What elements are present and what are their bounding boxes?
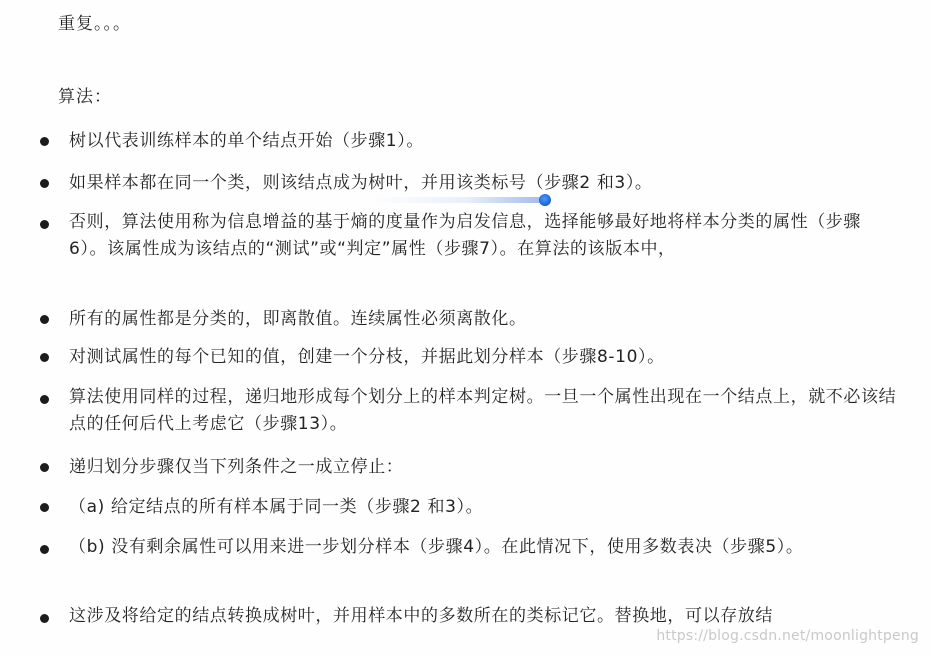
list-item-text: 否则，算法使用称为信息增益的基于熵的度量作为启发信息，选择能够最好地将样本分类的属性（步骤6）。该属性成为该结点的“测试”或“判定”属性（步骤7）。在算法的该版本中， [69, 212, 861, 259]
bullet-icon [40, 137, 49, 146]
bullet-icon [40, 220, 49, 229]
bullet-icon [40, 179, 49, 188]
list-item-text: （b) 没有剩余属性可以用来进一步划分样本（步骤4）。在此情况下，使用多数表决（步骤5）。 [69, 537, 804, 557]
list-item-text: 算法使用同样的过程，递归地形成每个划分上的样本判定树。一旦一个属性出现在一个结点上，就不必该结点的任何后代上考虑它（步骤13）。 [69, 387, 897, 434]
bullet-icon [40, 353, 49, 362]
algorithm-heading: 算法： [58, 87, 112, 107]
bullet-icon [40, 614, 49, 623]
watermark-url: https://blog.csdn.net/moonlightpeng [656, 628, 919, 644]
bullet-icon [40, 503, 49, 512]
list-item-text: 所有的属性都是分类的，即离散值。连续属性必须离散化。 [69, 309, 527, 329]
list-item-text: 递归划分步骤仅当下列条件之一成立停止： [69, 457, 404, 477]
bullet-icon [40, 315, 49, 324]
bullet-icon [40, 395, 49, 404]
bullet-icon [40, 545, 49, 554]
cursor-pointer-icon [539, 194, 551, 206]
list-item-text: 对测试属性的每个已知的值，创建一个分枝，并据此划分样本（步骤8-10）。 [69, 347, 665, 367]
list-item-text: 这涉及将给定的结点转换成树叶，并用样本中的多数所在的类标记它。替换地，可以存放结 [69, 606, 773, 626]
bullet-icon [40, 463, 49, 472]
list-item-text: （a) 给定结点的所有样本属于同一类（步骤2 和3）。 [69, 497, 484, 517]
repeat-heading: 重复。。。 [58, 14, 131, 34]
cursor-trail [372, 197, 544, 203]
list-item-text: 如果样本都在同一个类，则该结点成为树叶，并用该类标号（步骤2 和3）。 [69, 173, 653, 193]
list-item-text: 树以代表训练样本的单个结点开始（步骤1）。 [69, 131, 424, 151]
